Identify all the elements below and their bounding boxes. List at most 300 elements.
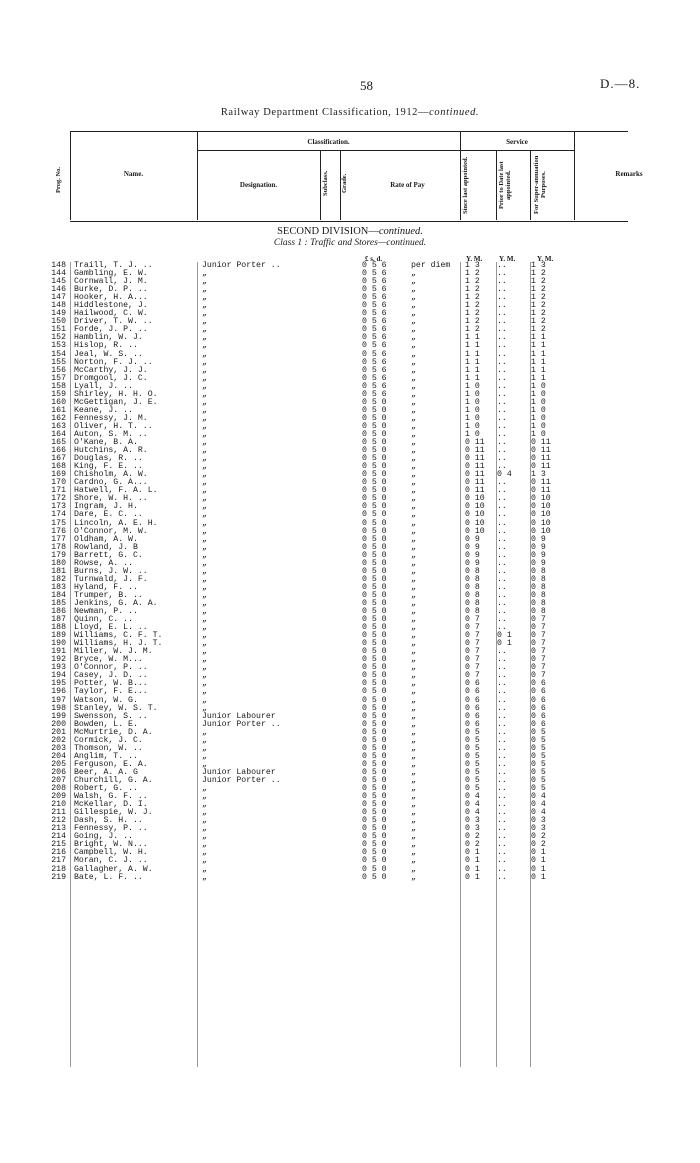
prog-no: 213 [51, 824, 66, 834]
rate-of-pay: 0 5 0 [362, 671, 387, 681]
service-superannuation: 0 11 [531, 446, 551, 456]
pay-unit: „ [411, 856, 416, 866]
designation: „ [202, 824, 207, 834]
service-prior: .. [497, 421, 507, 431]
staff-name: Lyall, J. .. [74, 381, 133, 391]
rate-of-pay: 0 5 0 [362, 526, 387, 536]
pay-unit: „ [411, 285, 416, 295]
pay-unit: „ [411, 309, 416, 319]
rate-of-pay: 0 5 0 [362, 550, 387, 560]
designation: „ [202, 598, 207, 608]
service-superannuation: 1 0 [531, 389, 546, 399]
service-prior: .. [497, 261, 507, 270]
pay-unit: „ [411, 623, 416, 633]
prog-no: 160 [51, 397, 66, 407]
service-prior: .. [497, 743, 507, 753]
prog-no: 203 [51, 743, 66, 753]
subsection-text: Traffic and Stores— [310, 238, 387, 248]
rate-of-pay: 0 5 0 [362, 558, 387, 568]
service-since-last: 0 10 [465, 502, 485, 512]
designation: „ [202, 703, 207, 713]
prog-no: 166 [51, 446, 66, 456]
service-superannuation: 0 6 [531, 687, 546, 697]
service-since-last: 0 7 [465, 647, 480, 657]
service-superannuation: 0 10 [531, 518, 551, 528]
service-since-last: 0 5 [465, 767, 480, 777]
pay-unit: per diem [411, 261, 451, 270]
subsection-title [0, 238, 700, 248]
prog-no: 216 [51, 848, 66, 858]
service-since-last: 0 11 [465, 438, 485, 448]
service-superannuation: 0 7 [531, 655, 546, 665]
prog-no: 150 [51, 317, 66, 327]
staff-name: Hooker, H. A... [74, 293, 148, 303]
service-superannuation: 0 7 [531, 623, 546, 633]
service-prior: .. [497, 478, 507, 488]
pay-unit: „ [411, 301, 416, 311]
designation: „ [202, 438, 207, 448]
rate-of-pay: 0 5 0 [362, 679, 387, 689]
prog-no: 187 [51, 615, 66, 625]
prog-no: 165 [51, 438, 66, 448]
service-prior: .. [497, 325, 507, 335]
rate-of-pay: 0 5 0 [362, 421, 387, 431]
staff-name: Swensson, S. .. [74, 711, 148, 721]
service-prior: .. [497, 373, 507, 383]
service-since-last: 0 1 [465, 864, 480, 874]
rate-of-pay: 0 5 0 [362, 502, 387, 512]
unit-ym-prior: Y. M. [499, 255, 516, 263]
prog-no: 155 [51, 357, 66, 367]
service-since-last: 0 5 [465, 727, 480, 737]
service-superannuation: 0 8 [531, 582, 546, 592]
service-since-last: 1 2 [465, 277, 480, 287]
header-superannuation: For Super-annuation Purposes. [533, 155, 547, 215]
service-prior: .. [497, 687, 507, 697]
pay-unit: „ [411, 438, 416, 448]
designation: „ [202, 510, 207, 520]
service-prior: .. [497, 405, 507, 415]
rate-of-pay: 0 5 0 [362, 784, 387, 794]
staff-name: Fennessy, P. .. [74, 824, 148, 834]
designation: „ [202, 349, 207, 359]
designation: „ [202, 542, 207, 552]
service-since-last: 1 0 [465, 421, 480, 431]
service-since-last: 0 6 [465, 703, 480, 713]
staff-name: Going, J. .. [74, 832, 133, 842]
section-title-text: SECOND DIVISION— [277, 226, 379, 237]
pay-unit: „ [411, 349, 416, 359]
pay-unit: „ [411, 357, 416, 367]
service-since-last: 1 2 [465, 293, 480, 303]
service-since-last: 1 1 [465, 373, 480, 383]
pay-unit: „ [411, 269, 416, 279]
service-superannuation: 0 1 [531, 872, 546, 882]
pay-unit: „ [411, 454, 416, 464]
service-prior: .. [497, 808, 507, 818]
designation: „ [202, 373, 207, 383]
service-since-last: 0 3 [465, 824, 480, 834]
service-superannuation: 0 2 [531, 840, 546, 850]
pay-unit: „ [411, 751, 416, 761]
service-since-last: 0 9 [465, 550, 480, 560]
pay-unit: „ [411, 784, 416, 794]
service-prior: .. [497, 816, 507, 826]
designation: „ [202, 534, 207, 544]
service-superannuation: 1 0 [531, 381, 546, 391]
designation: „ [202, 526, 207, 536]
service-prior: .. [497, 864, 507, 874]
service-since-last: 1 1 [465, 357, 480, 367]
section-title [0, 226, 700, 237]
prog-no: 191 [51, 647, 66, 657]
staff-name: O'Kane, B. A. [74, 438, 138, 448]
pay-unit: „ [411, 679, 416, 689]
service-superannuation: 1 2 [531, 325, 546, 335]
service-prior: .. [497, 663, 507, 673]
service-prior: .. [497, 389, 507, 399]
table-row [0, 874, 700, 882]
designation: „ [202, 341, 207, 351]
rate-of-pay: 0 5 0 [362, 486, 387, 496]
service-superannuation: 1 1 [531, 349, 546, 359]
service-prior: .. [497, 454, 507, 464]
pay-unit: „ [411, 526, 416, 536]
staff-name: Williams, H. J. T. [74, 639, 163, 649]
service-since-last: 0 6 [465, 679, 480, 689]
service-since-last: 0 6 [465, 711, 480, 721]
designation: „ [202, 462, 207, 472]
service-superannuation: 1 3 [531, 470, 546, 480]
rate-of-pay: 0 5 0 [362, 607, 387, 617]
service-prior: .. [497, 534, 507, 544]
designation: „ [202, 518, 207, 528]
designation: „ [202, 582, 207, 592]
designation: „ [202, 687, 207, 697]
service-superannuation: 0 10 [531, 510, 551, 520]
service-prior: .. [497, 647, 507, 657]
rate-of-pay: 0 5 0 [362, 816, 387, 826]
staff-name: Dash, S. H. .. [74, 816, 143, 826]
rate-of-pay: 0 5 0 [362, 735, 387, 745]
service-since-last: 1 0 [465, 381, 480, 391]
designation: „ [202, 759, 207, 769]
staff-name: Churchill, G. A. [74, 776, 153, 785]
header-prior: Prior to Date last appointed. [498, 161, 512, 209]
service-since-last: 0 1 [465, 848, 480, 858]
pay-unit: „ [411, 478, 416, 488]
rate-of-pay: 0 5 0 [362, 534, 387, 544]
designation: „ [202, 478, 207, 488]
pay-unit: „ [411, 590, 416, 600]
prog-no: 153 [51, 341, 66, 351]
staff-name: Lloyd, E. L. .. [74, 623, 148, 633]
prog-no: 182 [51, 574, 66, 584]
designation: „ [202, 413, 207, 423]
service-superannuation: 0 2 [531, 832, 546, 842]
staff-name: Casey, J. D. .. [74, 671, 148, 681]
rate-of-pay: 0 5 0 [362, 719, 387, 729]
service-prior: .. [497, 494, 507, 504]
pay-unit: „ [411, 767, 416, 777]
prog-no: 168 [51, 462, 66, 472]
staff-name: Rowse, A. .. [74, 558, 133, 568]
service-prior: .. [497, 438, 507, 448]
staff-name: Stanley, W. S. T. [74, 703, 158, 713]
prog-no: 197 [51, 695, 66, 705]
staff-name: Oldham, A. W. [74, 534, 138, 544]
service-superannuation: 0 3 [531, 816, 546, 826]
pay-unit: „ [411, 413, 416, 423]
service-superannuation: 0 8 [531, 598, 546, 608]
service-prior: .. [497, 695, 507, 705]
service-superannuation: 1 3 [531, 261, 546, 270]
rate-of-pay: 0 5 0 [362, 470, 387, 480]
staff-name: Hislop, R. .. [74, 341, 138, 351]
service-since-last: 0 8 [465, 574, 480, 584]
service-since-last: 1 2 [465, 285, 480, 295]
rate-of-pay: 0 5 6 [362, 333, 387, 343]
pay-unit: „ [411, 792, 416, 802]
prog-no: 195 [51, 679, 66, 689]
designation: „ [202, 429, 207, 439]
service-prior: .. [497, 486, 507, 496]
rate-of-pay: 0 5 0 [362, 566, 387, 576]
staff-name: Forde, J. P. .. [74, 325, 148, 335]
rate-of-pay: 0 5 0 [362, 542, 387, 552]
staff-name: Hailwood, C. W. [74, 309, 148, 319]
rate-of-pay: 0 5 0 [362, 856, 387, 866]
service-prior: .. [497, 800, 507, 810]
designation: „ [202, 856, 207, 866]
designation: „ [202, 558, 207, 568]
staff-name: O'Connor, P. .. [74, 663, 148, 673]
pay-unit: „ [411, 429, 416, 439]
service-since-last: 1 2 [465, 269, 480, 279]
service-superannuation: 0 5 [531, 784, 546, 794]
pay-unit: „ [411, 534, 416, 544]
service-since-last: 0 1 [465, 872, 480, 882]
designation: „ [202, 502, 207, 512]
service-prior: .. [497, 727, 507, 737]
service-since-last: 0 8 [465, 598, 480, 608]
designation: „ [202, 301, 207, 311]
rate-of-pay: 0 5 0 [362, 598, 387, 608]
prog-no: 183 [51, 582, 66, 592]
designation: „ [202, 639, 207, 649]
service-prior: .. [497, 333, 507, 343]
staff-name: Newman, P. .. [74, 607, 138, 617]
pay-unit: „ [411, 759, 416, 769]
service-since-last: 1 1 [465, 341, 480, 351]
staff-name: Gambling, E. W. [74, 269, 148, 279]
prog-no: 173 [51, 502, 66, 512]
prog-no: 148 [51, 301, 66, 311]
staff-name: Ferguson, E. A. [74, 759, 148, 769]
service-superannuation: 0 8 [531, 607, 546, 617]
designation: „ [202, 655, 207, 665]
service-prior: .. [497, 590, 507, 600]
service-prior: .. [497, 767, 507, 777]
rate-of-pay: 0 5 6 [362, 301, 387, 311]
designation: „ [202, 293, 207, 303]
rate-of-pay: 0 5 0 [362, 639, 387, 649]
service-prior: .. [497, 550, 507, 560]
staff-name: Williams, C. F. T. [74, 631, 163, 641]
staff-name: Burns, J. W. .. [74, 566, 148, 576]
service-prior: .. [497, 832, 507, 842]
service-prior: .. [497, 269, 507, 279]
header-prog-no: Prog. No. [55, 166, 62, 194]
designation: „ [202, 735, 207, 745]
staff-name: Thomson, W. .. [74, 743, 143, 753]
staff-name: Traill, T. J. .. [74, 261, 153, 270]
staff-name: Ingram, J. H. [74, 502, 138, 512]
designation: „ [202, 574, 207, 584]
prog-no: 167 [51, 454, 66, 464]
pay-unit: „ [411, 655, 416, 665]
staff-name: Moran, C. J. .. [74, 856, 148, 866]
service-superannuation: 0 9 [531, 542, 546, 552]
rate-of-pay: 0 5 6 [362, 357, 387, 367]
prog-no: 151 [51, 325, 66, 335]
page-title [0, 107, 700, 118]
service-superannuation: 0 10 [531, 502, 551, 512]
service-prior: .. [497, 784, 507, 794]
service-prior: .. [497, 413, 507, 423]
prog-no: 193 [51, 663, 66, 673]
designation: „ [202, 743, 207, 753]
pay-unit: „ [411, 631, 416, 641]
service-prior: .. [497, 293, 507, 303]
service-since-last: 0 4 [465, 792, 480, 802]
rate-of-pay: 0 5 0 [362, 582, 387, 592]
designation: „ [202, 269, 207, 279]
pay-unit: „ [411, 341, 416, 351]
designation: „ [202, 277, 207, 287]
service-since-last: 1 1 [465, 365, 480, 375]
pay-unit: „ [411, 647, 416, 657]
prog-no: 149 [51, 309, 66, 319]
prog-no: 171 [51, 486, 66, 496]
service-since-last: 1 2 [465, 325, 480, 335]
rate-of-pay: 0 5 0 [362, 518, 387, 528]
pay-unit: „ [411, 277, 416, 287]
staff-name: Keane, J. .. [74, 405, 133, 415]
service-superannuation: 1 1 [531, 357, 546, 367]
service-since-last: 0 6 [465, 719, 480, 729]
service-since-last: 0 7 [465, 655, 480, 665]
designation: „ [202, 590, 207, 600]
service-prior: .. [497, 566, 507, 576]
service-since-last: 0 2 [465, 832, 480, 842]
staff-name: Gallagher, A. W. [74, 864, 153, 874]
prog-no: 184 [51, 590, 66, 600]
service-since-last: 0 10 [465, 518, 485, 528]
service-prior: .. [497, 671, 507, 681]
rate-of-pay: 0 5 0 [362, 413, 387, 423]
service-superannuation: 0 5 [531, 767, 546, 777]
service-since-last: 0 7 [465, 615, 480, 625]
designation: „ [202, 309, 207, 319]
prog-no: 179 [51, 550, 66, 560]
service-superannuation: 0 4 [531, 800, 546, 810]
service-since-last: 0 8 [465, 590, 480, 600]
service-prior: .. [497, 349, 507, 359]
staff-name: Dromgool, J. C. [74, 373, 148, 383]
rate-of-pay: 0 5 6 [362, 325, 387, 335]
prog-no: 210 [51, 800, 66, 810]
prog-no: 159 [51, 389, 66, 399]
designation: „ [202, 816, 207, 826]
prog-no: 144 [51, 269, 66, 279]
service-superannuation: 0 7 [531, 639, 546, 649]
prog-no: 162 [51, 413, 66, 423]
service-superannuation: 1 1 [531, 365, 546, 375]
staff-name: McKellar, D. I. [74, 800, 148, 810]
service-since-last: 0 8 [465, 582, 480, 592]
service-since-last: 1 0 [465, 413, 480, 423]
designation: Junior Porter .. [202, 776, 281, 785]
pay-unit: „ [411, 824, 416, 834]
service-superannuation: 0 5 [531, 751, 546, 761]
designation: „ [202, 864, 207, 874]
service-prior: .. [497, 558, 507, 568]
designation: „ [202, 470, 207, 480]
rate-of-pay: 0 5 0 [362, 695, 387, 705]
prog-no: 205 [51, 759, 66, 769]
rate-of-pay: 0 5 6 [362, 341, 387, 351]
service-superannuation: 0 11 [531, 438, 551, 448]
prog-no: 154 [51, 349, 66, 359]
prog-no: 148 [51, 261, 66, 270]
service-since-last: 0 5 [465, 759, 480, 769]
service-superannuation: 1 2 [531, 293, 546, 303]
staff-name: Watson, W. G. [74, 695, 138, 705]
prog-no: 208 [51, 784, 66, 794]
prog-no: 158 [51, 381, 66, 391]
prog-no: 196 [51, 687, 66, 697]
service-prior: .. [497, 679, 507, 689]
header-subclass: Subclass. [322, 170, 329, 196]
designation: „ [202, 550, 207, 560]
prog-no: 180 [51, 558, 66, 568]
staff-name: Hatwell, F. A. L. [74, 486, 158, 496]
service-superannuation: 0 5 [531, 743, 546, 753]
service-since-last: 0 11 [465, 478, 485, 488]
pay-unit: „ [411, 864, 416, 874]
prog-no: 211 [51, 808, 66, 818]
designation: „ [202, 325, 207, 335]
page-number: 58 [360, 78, 373, 93]
service-since-last: 0 7 [465, 663, 480, 673]
designation: „ [202, 840, 207, 850]
service-since-last: 0 10 [465, 526, 485, 536]
pay-unit: „ [411, 446, 416, 456]
service-since-last: 0 4 [465, 800, 480, 810]
pay-unit: „ [411, 663, 416, 673]
staff-name: Beer, A. A. G [74, 767, 138, 777]
service-superannuation: 0 9 [531, 534, 546, 544]
pay-unit: „ [411, 293, 416, 303]
designation: „ [202, 751, 207, 761]
designation: „ [202, 357, 207, 367]
pay-unit: „ [411, 687, 416, 697]
prog-no: 218 [51, 864, 66, 874]
header-classification: Classification. [307, 138, 350, 146]
service-superannuation: 1 1 [531, 333, 546, 343]
prog-no: 212 [51, 816, 66, 826]
